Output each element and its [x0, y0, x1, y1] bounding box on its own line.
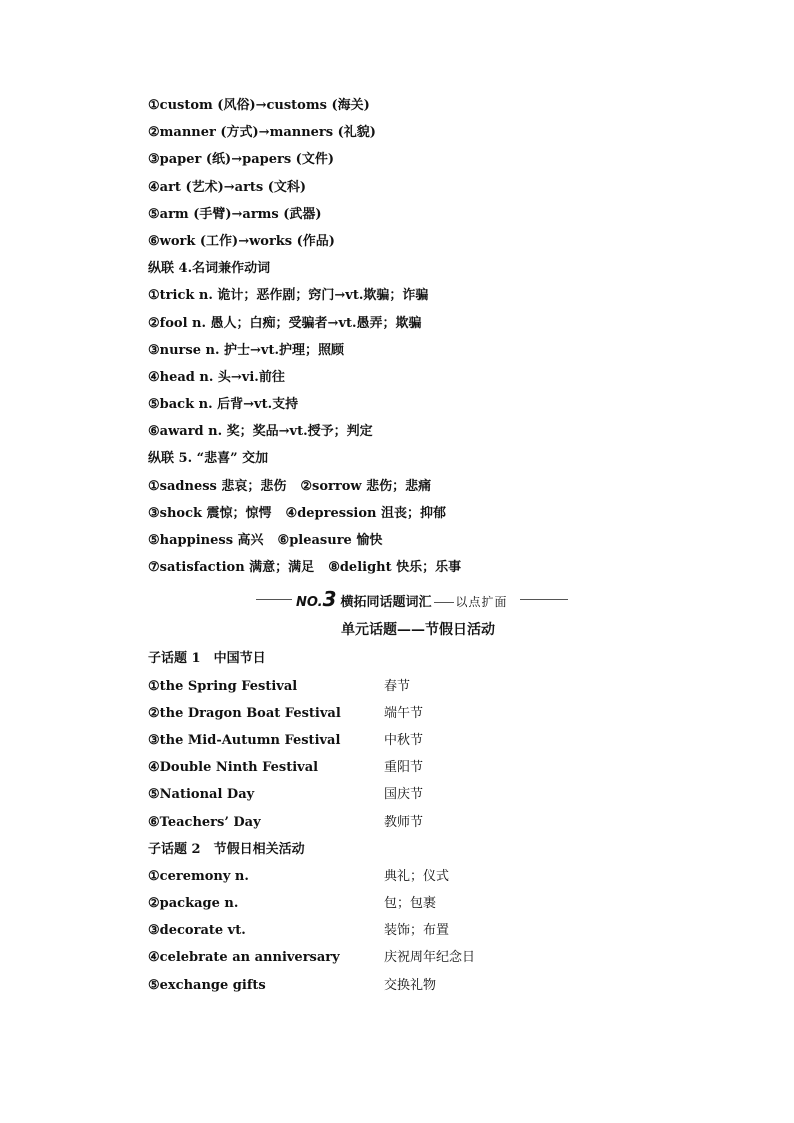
term-en: ③decorate vt. [148, 923, 246, 939]
group5-list [148, 473, 648, 582]
list-item [148, 972, 648, 999]
term-zh: 国庆节 [384, 787, 424, 803]
section-title: 横拓同话题词汇 [340, 595, 432, 611]
list-item [148, 727, 648, 754]
subtopic2-heading: 子话题 2 节假日相关活动 [148, 841, 305, 857]
list-item [148, 917, 648, 944]
list-item: ⑥award n. 奖；奖品→vt.授予；判定 [148, 424, 373, 440]
term-zh: 重阳节 [384, 760, 424, 776]
term-en: ④Double Ninth Festival [148, 760, 319, 776]
term-en: ②package n. [148, 896, 239, 912]
term-zh: 春节 [384, 678, 411, 694]
section-banner [148, 583, 648, 615]
list-item: ④head n. 头→vi.前往 [148, 369, 285, 385]
list-item: ②manner (方式)→manners (礼貌) [148, 125, 376, 141]
banner-rule-left [256, 599, 292, 600]
section-no-label: NO. [296, 595, 323, 611]
list-item-right: ②sorrow 悲伤；悲痛 [300, 478, 432, 494]
term-en: ⑤National Day [148, 787, 255, 803]
banner-label [296, 587, 508, 611]
list-item-left: ①sadness 悲哀；悲伤 [148, 478, 287, 494]
list-item: ③nurse n. 护士→vt.护理；照顾 [148, 342, 345, 358]
term-en: ②the Dragon Boat Festival [148, 705, 341, 721]
term-en: ①ceremony n. [148, 868, 249, 884]
term-zh: 端午节 [384, 705, 424, 721]
term-zh: 包；包裹 [384, 896, 437, 912]
term-zh: 交换礼物 [384, 977, 437, 993]
term-en: ⑤exchange gifts [148, 977, 266, 993]
term-zh: 典礼；仪式 [384, 868, 450, 884]
list-item: ①custom (风俗)→customs (海关) [148, 98, 370, 113]
term-zh: 教师节 [384, 814, 424, 830]
list-item [148, 754, 648, 781]
list-item [148, 500, 648, 527]
term-en: ①the Spring Festival [148, 678, 298, 694]
term-en: ③the Mid-Autumn Festival [148, 732, 341, 748]
list-item: ①trick n. 诡计；恶作剧；窍门→vt.欺骗；诈骗 [148, 288, 429, 304]
term-en: ④celebrate an anniversary [148, 950, 340, 966]
list-item: ⑥work (工作)→works (作品) [148, 233, 335, 249]
list-item: ④art (艺术)→arts (文科) [148, 179, 307, 195]
group3-list [148, 92, 648, 255]
subtopic1-list [148, 673, 648, 836]
list-item [148, 473, 648, 500]
unit-topic: 单元话题——节假日活动 [341, 622, 495, 639]
list-item [148, 944, 648, 971]
document-page [148, 92, 648, 999]
banner-dash [434, 602, 454, 603]
term-en: ⑥Teachers’ Day [148, 814, 261, 830]
banner-rule-right [520, 599, 568, 600]
list-item: ⑤arm (手臂)→arms (武器) [148, 206, 322, 222]
subtopic1-heading: 子话题 1 中国节日 [148, 651, 266, 667]
section-number: 3 [322, 587, 337, 612]
list-item-right: ⑧delight 快乐；乐事 [328, 560, 462, 576]
list-item [148, 809, 648, 836]
list-item [148, 673, 648, 700]
list-item [148, 700, 648, 727]
list-item [148, 527, 648, 554]
list-item-right: ⑥pleasure 愉快 [277, 533, 383, 548]
term-zh: 中秋节 [384, 732, 424, 748]
group4-heading: 纵联 4.名词兼作动词 [148, 261, 271, 277]
list-item-left: ⑦satisfaction 满意；满足 [148, 560, 315, 576]
list-item [148, 781, 648, 808]
list-item-right: ④depression 沮丧；抑郁 [285, 505, 446, 521]
subtopic2-list [148, 863, 648, 999]
term-zh: 装饰；布置 [384, 923, 450, 939]
list-item [148, 863, 648, 890]
group4-list [148, 282, 648, 445]
list-item [148, 554, 648, 581]
list-item: ⑤back n. 后背→vt.支持 [148, 397, 299, 413]
list-item-left: ⑤happiness 高兴 [148, 533, 264, 548]
list-item: ②fool n. 愚人；白痴；受骗者→vt.愚弄；欺骗 [148, 315, 422, 331]
list-item [148, 890, 648, 917]
section-subtitle: 以点扩面 [455, 595, 508, 610]
list-item-left: ③shock 震惊；惊愕 [148, 505, 272, 521]
list-item: ③paper (纸)→papers (文件) [148, 152, 334, 168]
term-zh: 庆祝周年纪念日 [384, 950, 476, 966]
group5-heading: 纵联 5. “悲喜” 交加 [148, 451, 269, 467]
